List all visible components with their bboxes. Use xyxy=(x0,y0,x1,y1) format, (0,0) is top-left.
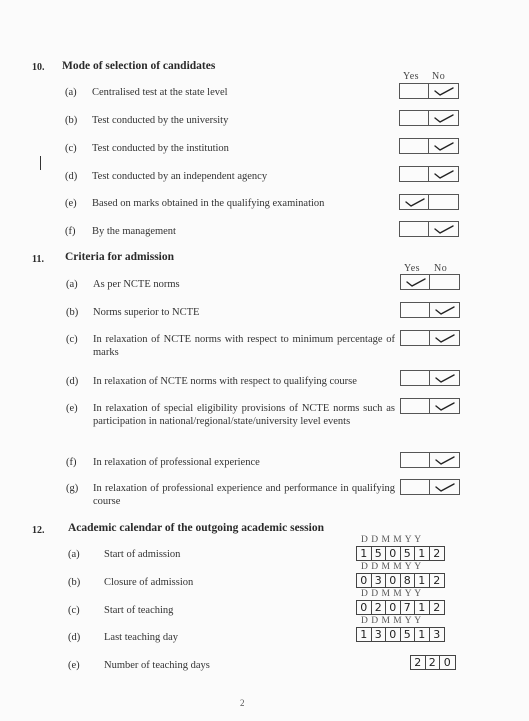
digit: 2 xyxy=(433,601,441,614)
margin-mark xyxy=(40,156,41,170)
page-number: 2 xyxy=(240,698,245,708)
item-label: (a) xyxy=(65,87,77,98)
check-mark-icon xyxy=(433,140,455,152)
item-text: In relaxation of professional experience and performance in qualifying course xyxy=(93,483,395,507)
column-header-yes: Yes xyxy=(404,263,421,274)
item-label: (f) xyxy=(65,226,76,237)
item-text: In relaxation of NCTE norms with respect to minimum percentage of marks xyxy=(93,334,395,358)
item-label: (c) xyxy=(66,334,78,345)
item-label: (f) xyxy=(66,457,77,468)
item-text: Test conducted by an independent agency xyxy=(92,171,268,182)
digit: 2 xyxy=(433,547,441,560)
date-field[interactable] xyxy=(356,627,445,642)
check-mark-icon xyxy=(434,304,456,316)
item-label: (g) xyxy=(66,483,79,494)
item-text: Test conducted by the university xyxy=(92,115,229,126)
section-number: 12. xyxy=(32,525,45,536)
date-format-header: D D M M Y Y xyxy=(361,589,422,599)
check-mark-icon xyxy=(433,223,455,235)
section-number: 11. xyxy=(32,254,44,265)
digit: 1 xyxy=(415,628,430,641)
check-mark-icon xyxy=(404,196,426,208)
item-label: (c) xyxy=(65,143,77,154)
column-header-yes: Yes xyxy=(403,71,420,82)
item-text: Start of teaching xyxy=(104,605,174,616)
item-label: (c) xyxy=(68,605,80,616)
date-format-header: D D M M Y Y xyxy=(361,535,422,545)
digit: 0 xyxy=(386,628,401,641)
item-text: Start of admission xyxy=(104,549,181,560)
check-mark-icon xyxy=(434,400,456,412)
digit: 2 xyxy=(411,656,426,669)
item-text: Test conducted by the institution xyxy=(92,143,229,154)
item-text: In relaxation of professional experience xyxy=(93,457,260,468)
yes-no-box[interactable] xyxy=(400,452,460,468)
item-text: In relaxation of special eligibility provisions of NCTE norms such as participation in national/regional/state/university level events xyxy=(93,403,395,427)
digit: 2 xyxy=(433,574,441,587)
digit: 3 xyxy=(372,574,387,587)
check-mark-icon xyxy=(434,372,456,384)
digit: 5 xyxy=(372,547,387,560)
item-label: (d) xyxy=(68,632,81,643)
column-header-no: No xyxy=(432,71,446,82)
item-label: (e) xyxy=(65,198,77,209)
yes-no-box[interactable] xyxy=(400,302,460,318)
date-field[interactable] xyxy=(356,573,445,588)
digit: 0 xyxy=(386,601,401,614)
item-label: (d) xyxy=(66,376,79,387)
yes-no-box[interactable] xyxy=(399,194,459,210)
item-text: In relaxation of NCTE norms with respect to qualifying course xyxy=(93,376,357,387)
check-mark-icon xyxy=(434,454,456,466)
digit: 0 xyxy=(386,574,401,587)
item-label: (e) xyxy=(66,403,78,414)
item-text: Norms superior to NCTE xyxy=(93,307,200,318)
digit: 3 xyxy=(372,628,387,641)
item-text: Number of teaching days xyxy=(104,660,210,671)
digit: 2 xyxy=(372,601,387,614)
yes-no-box[interactable] xyxy=(399,221,459,237)
date-format-header: D D M M Y Y xyxy=(361,616,422,626)
digit: 0 xyxy=(386,547,401,560)
section-number: 10. xyxy=(32,62,45,73)
digit: 1 xyxy=(415,547,430,560)
column-header-no: No xyxy=(434,263,448,274)
yes-no-box[interactable] xyxy=(400,274,460,290)
digit: 1 xyxy=(357,628,372,641)
item-text: Closure of admission xyxy=(104,577,194,588)
digit: 0 xyxy=(357,601,372,614)
yes-no-box[interactable] xyxy=(400,479,460,495)
digit: 5 xyxy=(401,628,416,641)
date-field[interactable] xyxy=(356,546,445,561)
date-field[interactable] xyxy=(356,600,445,615)
yes-no-box[interactable] xyxy=(399,110,459,126)
section-title: Mode of selection of candidates xyxy=(62,60,216,72)
digit: 1 xyxy=(415,574,430,587)
check-mark-icon xyxy=(433,168,455,180)
item-label: (a) xyxy=(68,549,80,560)
item-label: (a) xyxy=(66,279,78,290)
digit: 0 xyxy=(443,656,451,669)
yes-no-box[interactable] xyxy=(399,83,459,99)
item-text: Based on marks obtained in the qualifying examination xyxy=(92,198,325,209)
digit: 1 xyxy=(357,547,372,560)
yes-no-box[interactable] xyxy=(399,166,459,182)
item-label: (b) xyxy=(65,115,78,126)
number-field[interactable] xyxy=(410,655,456,670)
item-label: (d) xyxy=(65,171,78,182)
digit: 8 xyxy=(401,574,416,587)
yes-no-box[interactable] xyxy=(400,330,460,346)
digit: 3 xyxy=(433,628,441,641)
check-mark-icon xyxy=(405,276,427,288)
check-mark-icon xyxy=(434,481,456,493)
section-title: Academic calendar of the outgoing academic session xyxy=(68,522,324,534)
item-text: Centralised test at the state level xyxy=(92,87,228,98)
check-mark-icon xyxy=(433,85,455,97)
yes-no-box[interactable] xyxy=(400,370,460,386)
item-text: As per NCTE norms xyxy=(93,279,180,290)
item-label: (e) xyxy=(68,660,80,671)
item-label: (b) xyxy=(68,577,81,588)
item-text: Last teaching day xyxy=(104,632,179,643)
digit: 1 xyxy=(415,601,430,614)
yes-no-box[interactable] xyxy=(400,398,460,414)
item-label: (b) xyxy=(66,307,79,318)
yes-no-box[interactable] xyxy=(399,138,459,154)
digit: 7 xyxy=(401,601,416,614)
item-text: By the management xyxy=(92,226,176,237)
digit: 5 xyxy=(401,547,416,560)
section-title: Criteria for admission xyxy=(65,251,175,263)
digit: 2 xyxy=(426,656,441,669)
check-mark-icon xyxy=(434,332,456,344)
check-mark-icon xyxy=(433,112,455,124)
date-format-header: D D M M Y Y xyxy=(361,562,422,572)
digit: 0 xyxy=(357,574,372,587)
